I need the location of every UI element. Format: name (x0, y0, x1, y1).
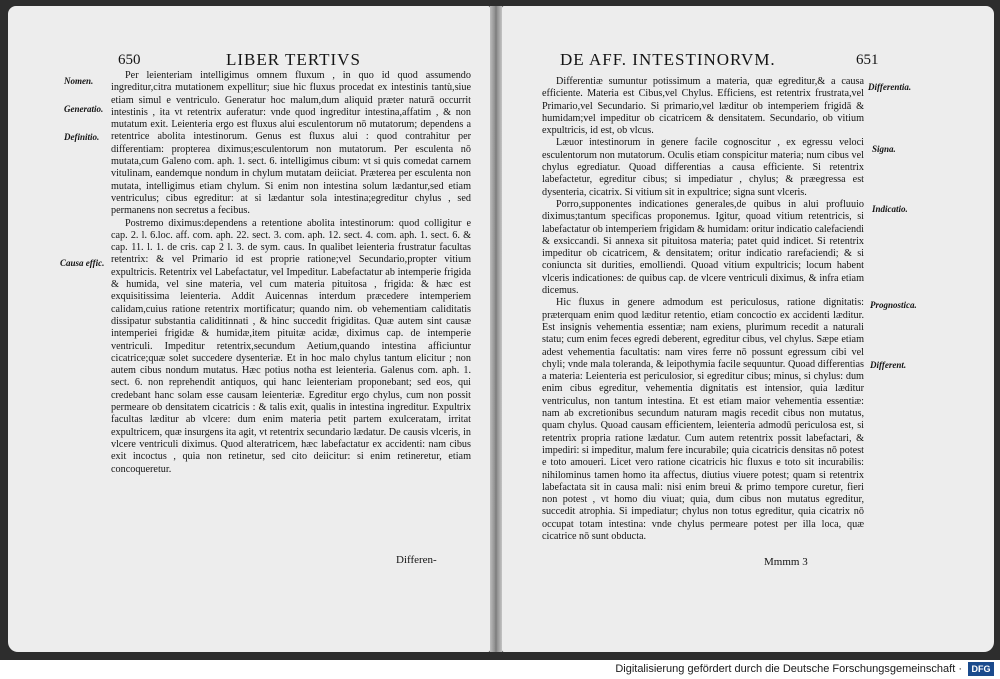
margin-note: Generatio. (64, 104, 104, 114)
running-head: DE AFF. INTESTINORVM. (560, 50, 776, 69)
paragraph: Per leienteriam intelligimus omnem fluxum , in quo id quod assumendo ingreditur,citra mutationem expellitur; siue hic fluxus procedat ex intestinis tantù,siue etiam simul e ventriculo. Generatur hoc malum,dum aliquid præter naturā occurrit intestinis , ita vt retentrix auferatur: vnde quod ingreditur intestina,affatim , & non mutatum exit. Leienteria ergo est fluxus alui esculentorum nō mutatorum; dependens a retentrice abolita intestinorum. Genus est fluxus alui : quod contrahitur per differentiam: propterea diximus;esculentorum non mutatorum. Per esculenta nō mutata,cum Galeno com. aph. 1. sect. 6. intelligimus cibum: vt si quis comedat carnem vitulinam, eandemque nondum in chylum mutatam deiiciat. Præterea per esculenta non mutata, intelligimus etiam chylum. Si enim non intestina solum lædantur,sed etiam ventriculus; cibus egreditur: at si lædantur sola intestina;egreditur chylus , sed permanens non secretus a fecibus. (111, 70, 471, 217)
signature-mark: Mmmm 3 (764, 556, 808, 568)
margin-note: Differentia. (868, 82, 912, 92)
footer-bar (0, 660, 1000, 679)
funding-notice: Digitalisierung gefördert durch die Deutsche Forschungsgemeinschaft · (615, 663, 962, 675)
margin-note: Prognostica. (870, 300, 917, 310)
running-head: LIBER TERTIVS (226, 50, 361, 69)
left-page (8, 6, 490, 652)
dfg-logo: DFG (968, 662, 994, 676)
margin-note: Causa effic. (60, 258, 105, 268)
body-text (111, 70, 471, 552)
page-number: 650 (118, 52, 141, 68)
paragraph: Differentiæ sumuntur potissimum a materia, quæ egreditur,& a causa efficiente. Materia est Cibus,vel Chylus. Efficiens, est retentrix frustrata,vel Primario,vel Secundario. Si primario,vel læditur ob intemperiem frigidā & humidam;vel impeditur ob cicatricem & densitatem. Secundario, ob vitium expultricis, id est, ob vlcus. (542, 76, 864, 137)
right-page (502, 6, 994, 652)
margin-note: Nomen. (64, 76, 94, 86)
margin-note: Different. (870, 360, 907, 370)
catchword: Differen- (396, 554, 437, 566)
margin-note: Indicatio. (872, 204, 908, 214)
page-number: 651 (856, 52, 879, 68)
margin-note: Signa. (872, 144, 896, 154)
margin-note: Definitio. (64, 132, 100, 142)
paragraph: Postremo diximus:dependens a retentione abolita intestinorum: quod colligitur e cap. 2. l. 6.loc. aff. com. aph. 22. sect. 3. com. aph. 12. sect. 4. com. aph. 1. sect. 6. & cap. 11. l. 1. de cris. cap 2 l. 3. de sym. caus. In qualibet leienteria frustratur facultas retentrix: & vel Primario id est proprie ratione;vel Secundario,propter vitium expultricis. Retentrix vel Labefactatur, vel Impeditur. Labefactatur ab intemperie frigida & humida, vel sine materia, vel cum materia pituitosa , frigida: & hæc est exquisitissima leienteria. Addit Auicennas interdum præcedere intemperiem calidam,cuius ratione retentrix mortificatur; quando nim. ob vehementiam caliditatis dissipatur substantia caliditinnati , & hinc succedit frigiditas. Quæ autem sint causæ intemperiei frigidæ & humidæ,item pituitæ acidæ, diximus cap. de intemperie ventriculi. Impeditur retentrix,secundum Aetium,quando intestina afficiuntur cicatrice;quæ solet succedere dysenteriæ. Et in hoc malo chylus tantum elicitur ; non autem cibus nondum mutatus. Hæc potius notha est leienteria. Galenus com. aph. 1. sect. 6. non reprehendit antiquos, qui hanc leienteriam proponebant; sed eos, qui credebant hanc solam esse causam leienteriæ. Egreditur ergo chylus, cum non possit permeare ob densitatem cicatricis : & talis exit, qualis in intestina ingreditur. Expultrix facultas læditur ab vlcere: dum enim materia petit partem exulceratam, irritat expultricem, quæ insurgens ita agit, vt retentrix secundario lædatur. De causis vlceris, in vlcere ventriculi diximus. Quod alteratricem, hæc labefactatur ex accidenti: nam cibus exit incoctus , quia non retinetur, sed cito deiicitur: si enim retineretur, etiam concoqueretur. (111, 217, 471, 475)
body-text (542, 76, 864, 554)
paragraph: Porro,supponentes indicationes generales,de quibus in alui profluuio diximus;tantum specificas proponemus. Igitur, quoad vitium retentricis, si labefactatur ob intemperiem frigidam & humidam: oritur indicatio calefaciendi & exsiccandi. Si annexa sit pituitosa materia; patet quid indicet. Si retentrix impeditur ob cicatricem, & densitatem; oritur indicatio rarefaciendi; & si coniuncta sit durities, emolliendi. Quoad vitium expultricis; locum habent vlceris indicationes: de quibus cap. de vlcere ventriculi diximus, & infra etiam dicemus. (542, 198, 864, 297)
paragraph: Læuor intestinorum in genere facile cognoscitur , ex egressu veloci esculentorum non mutatorum. Oculis etiam conspicitur materia; num cibus vel chylus egrediatur. Quoad differentias a causa efficiente. Si retentrix labefactetur, egreditur cibus; si impediatur , chylus; & præegressa est dysenteria, cicatrix. Si vitium sit in expultrice; signa sunt vlceris. (542, 137, 864, 198)
paragraph: Hic fluxus in genere admodum est periculosus, ratione dignitatis: præterquam enim quod læditur retentio, etiam concoctio ex accidenti læditur. Est insignis vehementia essentiæ; nam exiens, plurimum recedit a naturali statu; cum enim feces egredi deberent, egreditur cibus, vel chylus. Sæpe etiam adest vehementia facultatis: nam vires ferre nō possunt egressum cibi vel chyli; vnde mala toleranda, & leipothymia facile sequuntur. Quoad differentias a materia: Leienteria est periculosior, si egreditur cibus; minus, si chylus: dum enim cibus egreditur, vehementia dignitatis est intensior, quia læditur ventriculus, non tantum intestina. Et est etiam maior vehementia essentiæ: nam ab excretionibus secundum naturam magis recedit cibus non mutatus, quam chylus. Quoad causam efficientem, leienteria admodū periculosa est, si retentrix propria ratione lædatur. Cum autem retentrix possit labefactari, & impediri: si impeditur, malum fere incurabile; quia cicatricis densitas nō potest e toto amoueri. Licet vero ratione cicatricis hic fluxus e toto sit incurabilis: nihilominus tamen homo ita affectus, diutius viuere potest; quam si retentrix labefactata sit in causa mali: nisi enim breui & primo tempore curetur, fieri non potest , vt homo diu viuat; quia, dum cibus non mutatus egreditur, succedit atrophia. Si impediatur; chylus non totus egreditur, quia cicatrix nō occupat totam intestina: vnde chylus permeare potest per illa loca, quæ cicatrice nō sunt obducta. (542, 297, 864, 542)
book-gutter (490, 6, 502, 652)
